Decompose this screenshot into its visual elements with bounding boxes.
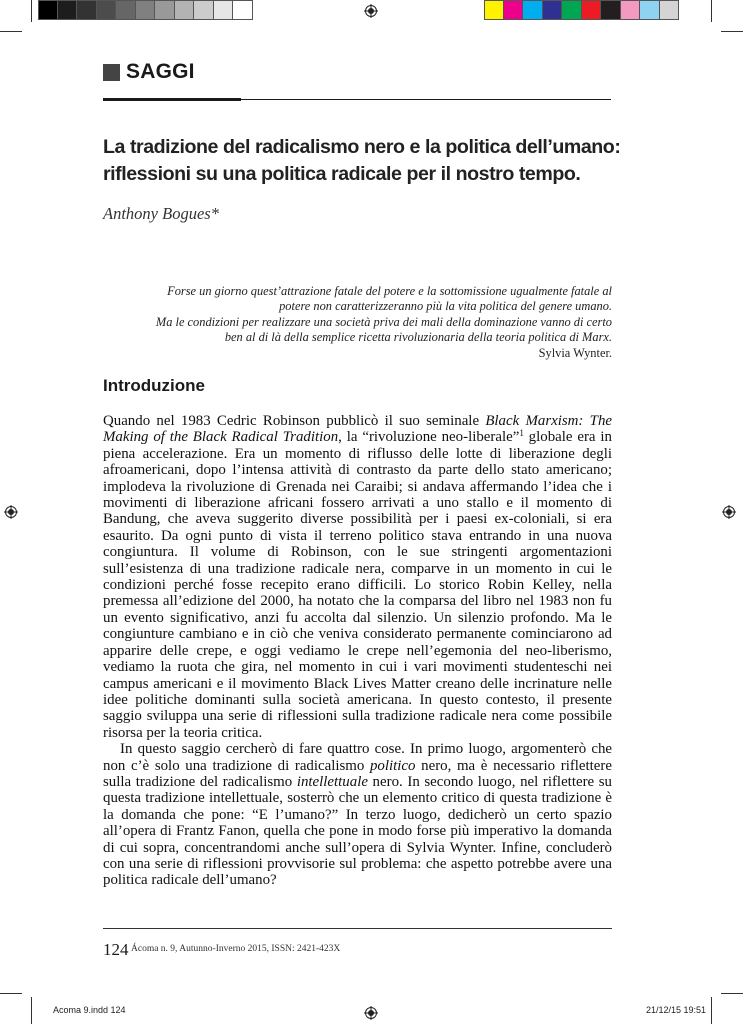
color-swatch [562,0,582,20]
registration-mark-icon [364,4,378,18]
text-run: nero. In secondo luogo, nel riflettere su questa tradizione intellettuale, sosterrò che un elemento critico di questa tradizione è la domanda che pone: “E l’umano?” In terzo luogo, dedicherò un certo spazio all’opera di Frantz Fanon, quella che pone in modo forse più imperativo la domanda di cui sopra, concentrandomi anche sull’opera di Sylvia Wynter. Infine, concluderò con una serie di riflessioni provvisorie sul problema: che aspetto potrebbe avere una politica radicale dell’umano? [103,773,612,889]
gray-swatch [116,0,136,20]
text-run: , la “rivoluzione neo-liberale” [338,429,520,446]
slug-file: Acoma 9.indd 124 [53,1005,126,1015]
emphasis: politico [369,757,416,774]
color-swatch [523,0,543,20]
book-title: Black Marxism: The Making of the Black Radical Tradition [103,413,612,446]
color-swatch [484,0,504,20]
paragraph [103,741,612,889]
slug-datetime: 21/12/15 19:51 [646,1005,707,1015]
color-calibration-bar [484,0,679,20]
color-swatch [640,0,660,20]
footnote-ref[interactable]: 1 [519,428,524,439]
grayscale-color-bar [38,0,253,20]
gray-swatch [136,0,156,20]
epigraph-line: ben al di là della semplice ricetta rivoluzionaria della teoria politica di Marx. [224,330,612,345]
page-number: 124 [103,940,129,959]
crop-mark [721,993,743,994]
color-swatch [543,0,563,20]
text-run: In questo saggio cercherò di fare quattro cose. In primo luogo, argomenterò che non c’è solo una tradizione di radicalismo [103,741,612,774]
gray-swatch [194,0,214,20]
section-heading: Introduzione [103,376,205,395]
color-swatch [621,0,641,20]
article-title: La tradizione del radicalismo nero e la politica dell’umano: riflessioni su una politica radicale per il nostro tempo. [103,136,621,185]
color-swatch [601,0,621,20]
gray-swatch [58,0,78,20]
gray-swatch [38,0,58,20]
gray-swatch [175,0,195,20]
article-author: Anthony Bogues* [103,204,219,223]
color-swatch [660,0,680,20]
text-run: nero, ma è necessario riflettere sulla tradizione del radicalismo [103,757,612,790]
text-run: globale era in piena accelerazione. Era un momento di riflusso delle lotte di liberazione degli afroamericani, dopo l’intensa attività di contrasto da parte dello stato americano; implodeva la rivoluzione di Grenada nei Caraibi; si andava affermando l’idea che i movimenti di liberazione africani fossero arrivati a uno stallo e il momento di Bandung, che aveva suggerito diverse possibilità per i paesi ex-coloniali, si era esaurito. Da ogni punto di vista il terreno politico stava entrando in una nuova congiuntura. Il volume di Robinson, con le sue stringenti argomentazioni sull’esistenza di una tradizione radicale nera, comparve in un momento in cui le condizioni perché fosse recepito erano difficili. Lo storico Robin Kelley, nella premessa all’edizione del 2000, ha notato che la comparsa del libro nel 1983 non fu un evento significativo, anzi fu accolta dal silenzio. Un silenzio profondo. Ma le congiunture cambiano e in ciò che veniva considerato permanente cominciarono ad apparire delle crepe, e oggi vediamo le crepe nell’egemonia del neo-liberismo, vediamo la ruota che gira, nel momento in cui i vari movimenti studenteschi nei campus americani e il movimento Black Lives Matter creano delle incrinature nelle idee politiche dominanti sulla società americana. In questo contesto, il presente saggio sviluppa una serie di riflessioni sulla tradizione radicale nera come possibile risorsa per la teoria critica. [103,429,612,741]
color-swatch [504,0,524,20]
color-swatch [582,0,602,20]
epigraph-line: Forse un giorno quest’attrazione fatale del potere e la sottomissione ugualmente fatale al [167,284,612,298]
gray-swatch [97,0,117,20]
registration-mark-icon [364,1006,378,1020]
gray-swatch [155,0,175,20]
section-rule-thick [103,98,241,101]
crop-mark [0,993,22,994]
crop-mark [721,31,743,32]
registration-mark-icon [722,505,736,519]
section-header [103,60,195,84]
footer-rule [103,928,612,929]
registration-mark-icon [4,505,18,519]
journal-citation: Ácoma n. 9, Autunno-Inverno 2015, ISSN: 2421-423X [131,944,341,954]
crop-mark [711,997,712,1024]
text-run: Quando nel 1983 Cedric Robinson pubblicò il suo seminale [103,413,486,429]
paragraph [103,413,612,741]
section-rule-thin [241,99,611,100]
crop-mark [31,997,32,1024]
section-label: SAGGI [126,60,195,83]
epigraph-line: Ma le condizioni per realizzare una società priva dei mali della dominazione vanno di certo [155,314,612,329]
epigraph-attribution: Sylvia Wynter. [538,345,612,360]
epigraph [125,284,612,361]
epigraph-line: potere non caratterizzeranno più la vita politica del genere umano. [279,299,612,314]
section-square-icon [103,64,120,81]
gray-swatch [233,0,253,20]
crop-mark [31,0,32,22]
gray-swatch [214,0,234,20]
article-body [103,413,612,889]
crop-mark [711,0,712,22]
gray-swatch [77,0,97,20]
crop-mark [0,31,22,32]
emphasis: intellettuale [296,773,368,790]
